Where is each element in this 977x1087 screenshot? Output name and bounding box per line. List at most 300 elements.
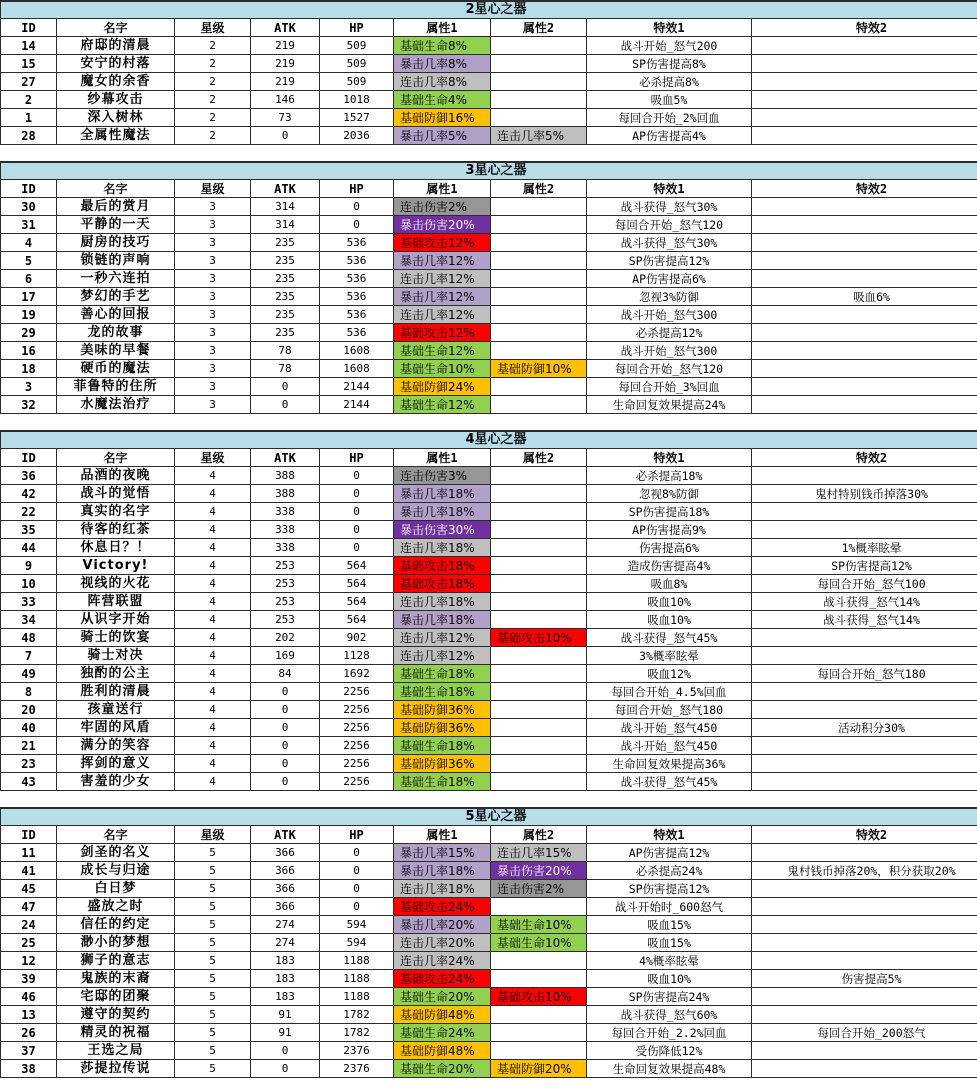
cell-hp[interactable]: 1782 — [320, 1006, 394, 1024]
cell-star[interactable]: 4 — [175, 755, 251, 773]
cell-name[interactable]: 水魔法治疗 — [57, 396, 175, 414]
cell-attr1[interactable]: 基础攻击12% — [394, 234, 491, 252]
cell-effect1[interactable]: 吸血5% — [587, 91, 752, 109]
cell-atk[interactable]: 314 — [251, 216, 320, 234]
cell-star[interactable]: 4 — [175, 683, 251, 701]
cell-effect2[interactable] — [752, 521, 977, 539]
cell-star[interactable]: 5 — [175, 1042, 251, 1060]
cell-effect2[interactable]: 每回合开始_怒气100 — [752, 575, 977, 593]
cell-effect1[interactable]: 每回合开始_2.2%回血 — [587, 1024, 752, 1042]
cell-id[interactable]: 13 — [1, 1006, 57, 1024]
cell-id[interactable]: 44 — [1, 539, 57, 557]
cell-effect2[interactable] — [752, 109, 977, 127]
cell-hp[interactable]: 1608 — [320, 342, 394, 360]
cell-star[interactable]: 3 — [175, 378, 251, 396]
cell-star[interactable]: 4 — [175, 737, 251, 755]
cell-effect2[interactable]: 战斗获得_怒气14% — [752, 611, 977, 629]
cell-effect1[interactable]: 造成伤害提高4% — [587, 557, 752, 575]
cell-star[interactable]: 4 — [175, 575, 251, 593]
cell-effect2[interactable] — [752, 988, 977, 1006]
cell-effect2[interactable] — [752, 647, 977, 665]
cell-hp[interactable]: 509 — [320, 73, 394, 91]
cell-attr2[interactable]: 基础攻击10% — [491, 629, 587, 647]
cell-atk[interactable]: 78 — [251, 360, 320, 378]
cell-name[interactable]: 龙的故事 — [57, 324, 175, 342]
cell-attr1[interactable]: 连击几率18% — [394, 539, 491, 557]
cell-id[interactable]: 8 — [1, 683, 57, 701]
cell-effect1[interactable]: 战斗开始_怒气200 — [587, 37, 752, 55]
cell-attr1[interactable]: 基础防御16% — [394, 109, 491, 127]
cell-name[interactable]: 害羞的少女 — [57, 773, 175, 791]
cell-attr1[interactable]: 暴击几率18% — [394, 611, 491, 629]
cell-name[interactable]: 鬼族的末裔 — [57, 970, 175, 988]
cell-attr1[interactable]: 连击几率20% — [394, 934, 491, 952]
cell-effect1[interactable]: 必杀提高18% — [587, 467, 752, 485]
cell-atk[interactable]: 338 — [251, 539, 320, 557]
cell-name[interactable]: 宅邸的团聚 — [57, 988, 175, 1006]
cell-hp[interactable]: 0 — [320, 216, 394, 234]
cell-hp[interactable]: 536 — [320, 306, 394, 324]
cell-atk[interactable]: 388 — [251, 467, 320, 485]
cell-attr2[interactable] — [491, 73, 587, 91]
cell-effect2[interactable] — [752, 916, 977, 934]
cell-atk[interactable]: 253 — [251, 593, 320, 611]
cell-id[interactable]: 41 — [1, 862, 57, 880]
cell-attr2[interactable] — [491, 701, 587, 719]
cell-atk[interactable]: 0 — [251, 701, 320, 719]
cell-atk[interactable]: 202 — [251, 629, 320, 647]
cell-hp[interactable]: 902 — [320, 629, 394, 647]
cell-name[interactable]: 剑圣的名义 — [57, 844, 175, 862]
cell-name[interactable]: 安宁的村落 — [57, 55, 175, 73]
cell-star[interactable]: 5 — [175, 988, 251, 1006]
cell-id[interactable]: 37 — [1, 1042, 57, 1060]
cell-attr2[interactable] — [491, 647, 587, 665]
cell-effect2[interactable] — [752, 378, 977, 396]
cell-id[interactable]: 35 — [1, 521, 57, 539]
cell-effect1[interactable]: AP伤害提高4% — [587, 127, 752, 145]
cell-attr2[interactable] — [491, 216, 587, 234]
cell-name[interactable]: 深入树林 — [57, 109, 175, 127]
cell-name[interactable]: 白日梦 — [57, 880, 175, 898]
cell-id[interactable]: 32 — [1, 396, 57, 414]
cell-effect2[interactable] — [752, 306, 977, 324]
cell-attr2[interactable] — [491, 467, 587, 485]
cell-name[interactable]: 真实的名字 — [57, 503, 175, 521]
cell-attr2[interactable] — [491, 198, 587, 216]
cell-atk[interactable]: 91 — [251, 1024, 320, 1042]
cell-attr2[interactable] — [491, 1042, 587, 1060]
cell-effect2[interactable] — [752, 360, 977, 378]
cell-star[interactable]: 4 — [175, 485, 251, 503]
cell-name[interactable]: 纱幕攻击 — [57, 91, 175, 109]
cell-attr2[interactable] — [491, 665, 587, 683]
cell-hp[interactable]: 0 — [320, 521, 394, 539]
cell-id[interactable]: 33 — [1, 593, 57, 611]
cell-attr2[interactable] — [491, 485, 587, 503]
cell-attr2[interactable]: 暴击伤害20% — [491, 862, 587, 880]
cell-effect2[interactable] — [752, 91, 977, 109]
cell-atk[interactable]: 366 — [251, 844, 320, 862]
cell-effect1[interactable]: 生命回复效果提高36% — [587, 755, 752, 773]
cell-attr2[interactable] — [491, 378, 587, 396]
cell-effect2[interactable] — [752, 773, 977, 791]
cell-hp[interactable]: 509 — [320, 37, 394, 55]
cell-attr1[interactable]: 连击几率8% — [394, 73, 491, 91]
cell-effect1[interactable]: 吸血15% — [587, 916, 752, 934]
cell-atk[interactable]: 366 — [251, 862, 320, 880]
cell-hp[interactable]: 594 — [320, 916, 394, 934]
cell-effect1[interactable]: 吸血15% — [587, 934, 752, 952]
cell-attr2[interactable] — [491, 37, 587, 55]
cell-attr1[interactable]: 基础生命18% — [394, 773, 491, 791]
cell-id[interactable]: 3 — [1, 378, 57, 396]
cell-id[interactable]: 18 — [1, 360, 57, 378]
cell-atk[interactable]: 73 — [251, 109, 320, 127]
cell-effect1[interactable]: 战斗开始_怒气300 — [587, 306, 752, 324]
cell-star[interactable]: 3 — [175, 360, 251, 378]
cell-effect1[interactable]: 必杀提高12% — [587, 324, 752, 342]
cell-id[interactable]: 48 — [1, 629, 57, 647]
cell-name[interactable]: 一秒六连拍 — [57, 270, 175, 288]
cell-star[interactable]: 4 — [175, 665, 251, 683]
cell-attr2[interactable]: 基础生命10% — [491, 934, 587, 952]
cell-star[interactable]: 5 — [175, 1006, 251, 1024]
cell-name[interactable]: 骑士对决 — [57, 647, 175, 665]
cell-attr2[interactable] — [491, 719, 587, 737]
cell-id[interactable]: 15 — [1, 55, 57, 73]
cell-effect1[interactable]: 受伤降低12% — [587, 1042, 752, 1060]
cell-hp[interactable]: 0 — [320, 844, 394, 862]
cell-attr1[interactable]: 暴击伤害30% — [394, 521, 491, 539]
cell-star[interactable]: 3 — [175, 270, 251, 288]
cell-effect1[interactable]: 战斗获得_怒气45% — [587, 773, 752, 791]
cell-id[interactable]: 16 — [1, 342, 57, 360]
cell-effect2[interactable] — [752, 629, 977, 647]
cell-effect2[interactable]: SP伤害提高12% — [752, 557, 977, 575]
cell-effect1[interactable]: 伤害提高6% — [587, 539, 752, 557]
cell-name[interactable]: 从识字开始 — [57, 611, 175, 629]
cell-name[interactable]: 渺小的梦想 — [57, 934, 175, 952]
cell-effect2[interactable] — [752, 952, 977, 970]
cell-attr1[interactable]: 基础攻击18% — [394, 557, 491, 575]
cell-effect1[interactable]: 吸血10% — [587, 970, 752, 988]
cell-star[interactable]: 4 — [175, 647, 251, 665]
cell-atk[interactable]: 84 — [251, 665, 320, 683]
cell-attr1[interactable]: 基础防御24% — [394, 378, 491, 396]
cell-effect2[interactable]: 每回合开始_200怒气 — [752, 1024, 977, 1042]
cell-hp[interactable]: 1018 — [320, 91, 394, 109]
cell-attr2[interactable] — [491, 324, 587, 342]
cell-id[interactable]: 1 — [1, 109, 57, 127]
cell-star[interactable]: 4 — [175, 521, 251, 539]
cell-attr2[interactable] — [491, 952, 587, 970]
cell-hp[interactable]: 2256 — [320, 773, 394, 791]
cell-star[interactable]: 3 — [175, 288, 251, 306]
cell-atk[interactable]: 219 — [251, 73, 320, 91]
cell-hp[interactable]: 0 — [320, 485, 394, 503]
cell-star[interactable]: 4 — [175, 611, 251, 629]
cell-effect1[interactable]: 吸血10% — [587, 611, 752, 629]
cell-atk[interactable]: 235 — [251, 324, 320, 342]
cell-effect1[interactable]: AP伤害提高9% — [587, 521, 752, 539]
cell-id[interactable]: 40 — [1, 719, 57, 737]
cell-id[interactable]: 23 — [1, 755, 57, 773]
cell-hp[interactable]: 2144 — [320, 396, 394, 414]
cell-name[interactable]: 厨房的技巧 — [57, 234, 175, 252]
cell-attr1[interactable]: 基础攻击18% — [394, 575, 491, 593]
cell-star[interactable]: 3 — [175, 324, 251, 342]
cell-effect1[interactable]: 每回合开始_怒气120 — [587, 216, 752, 234]
cell-atk[interactable]: 183 — [251, 988, 320, 1006]
cell-effect2[interactable] — [752, 216, 977, 234]
cell-attr1[interactable]: 基础生命12% — [394, 342, 491, 360]
cell-hp[interactable]: 564 — [320, 575, 394, 593]
cell-attr2[interactable] — [491, 773, 587, 791]
cell-effect1[interactable]: 战斗开始_怒气300 — [587, 342, 752, 360]
cell-attr1[interactable]: 基础生命18% — [394, 683, 491, 701]
cell-effect2[interactable] — [752, 898, 977, 916]
cell-atk[interactable]: 0 — [251, 773, 320, 791]
cell-id[interactable]: 27 — [1, 73, 57, 91]
cell-star[interactable]: 5 — [175, 970, 251, 988]
cell-attr2[interactable] — [491, 575, 587, 593]
cell-id[interactable]: 42 — [1, 485, 57, 503]
cell-attr2[interactable]: 基础防御20% — [491, 1060, 587, 1078]
cell-effect2[interactable]: 伤害提高5% — [752, 970, 977, 988]
cell-attr2[interactable] — [491, 593, 587, 611]
cell-effect2[interactable] — [752, 467, 977, 485]
cell-name[interactable]: 牢固的风盾 — [57, 719, 175, 737]
cell-hp[interactable]: 2256 — [320, 683, 394, 701]
cell-effect2[interactable] — [752, 1042, 977, 1060]
cell-hp[interactable]: 0 — [320, 198, 394, 216]
cell-star[interactable]: 3 — [175, 198, 251, 216]
cell-attr1[interactable]: 基础攻击24% — [394, 898, 491, 916]
cell-attr2[interactable]: 连击几率15% — [491, 844, 587, 862]
cell-effect1[interactable]: 战斗获得_怒气30% — [587, 234, 752, 252]
cell-hp[interactable]: 2376 — [320, 1060, 394, 1078]
cell-id[interactable]: 4 — [1, 234, 57, 252]
cell-effect2[interactable] — [752, 324, 977, 342]
cell-id[interactable]: 43 — [1, 773, 57, 791]
cell-name[interactable]: 胜利的清晨 — [57, 683, 175, 701]
cell-star[interactable]: 3 — [175, 342, 251, 360]
cell-name[interactable]: 狮子的意志 — [57, 952, 175, 970]
cell-id[interactable]: 10 — [1, 575, 57, 593]
cell-id[interactable]: 14 — [1, 37, 57, 55]
cell-effect2[interactable] — [752, 73, 977, 91]
cell-atk[interactable]: 235 — [251, 306, 320, 324]
cell-hp[interactable]: 1692 — [320, 665, 394, 683]
cell-name[interactable]: 骑士的饮宴 — [57, 629, 175, 647]
cell-effect1[interactable]: 每回合开始_怒气180 — [587, 701, 752, 719]
cell-atk[interactable]: 0 — [251, 378, 320, 396]
cell-effect1[interactable]: 3%概率眩晕 — [587, 647, 752, 665]
cell-effect1[interactable]: SP伤害提高18% — [587, 503, 752, 521]
cell-attr1[interactable]: 基础防御36% — [394, 719, 491, 737]
cell-atk[interactable]: 169 — [251, 647, 320, 665]
cell-star[interactable]: 3 — [175, 216, 251, 234]
cell-attr2[interactable] — [491, 970, 587, 988]
cell-name[interactable]: 视线的火花 — [57, 575, 175, 593]
cell-atk[interactable]: 219 — [251, 37, 320, 55]
cell-effect1[interactable]: SP伤害提高12% — [587, 252, 752, 270]
cell-id[interactable]: 17 — [1, 288, 57, 306]
cell-effect2[interactable]: 战斗获得_怒气14% — [752, 593, 977, 611]
cell-attr2[interactable] — [491, 1024, 587, 1042]
cell-id[interactable]: 24 — [1, 916, 57, 934]
cell-effect2[interactable]: 吸血6% — [752, 288, 977, 306]
cell-attr1[interactable]: 基础攻击12% — [394, 324, 491, 342]
cell-atk[interactable]: 146 — [251, 91, 320, 109]
cell-hp[interactable]: 2256 — [320, 755, 394, 773]
cell-effect1[interactable]: AP伤害提高12% — [587, 844, 752, 862]
cell-atk[interactable]: 274 — [251, 934, 320, 952]
cell-effect2[interactable] — [752, 503, 977, 521]
cell-attr1[interactable]: 连击伤害2% — [394, 198, 491, 216]
cell-attr2[interactable] — [491, 252, 587, 270]
cell-star[interactable]: 5 — [175, 952, 251, 970]
cell-name[interactable]: 王选之局 — [57, 1042, 175, 1060]
cell-atk[interactable]: 235 — [251, 252, 320, 270]
cell-star[interactable]: 2 — [175, 91, 251, 109]
cell-star[interactable]: 4 — [175, 593, 251, 611]
cell-star[interactable]: 5 — [175, 844, 251, 862]
cell-star[interactable]: 3 — [175, 396, 251, 414]
cell-effect2[interactable] — [752, 880, 977, 898]
cell-name[interactable]: 硬币的魔法 — [57, 360, 175, 378]
cell-effect1[interactable]: 每回合开始_3%回血 — [587, 378, 752, 396]
cell-effect1[interactable]: 战斗开始_怒气450 — [587, 719, 752, 737]
cell-attr1[interactable]: 基础生命20% — [394, 988, 491, 1006]
cell-attr1[interactable]: 暴击几率5% — [394, 127, 491, 145]
cell-effect2[interactable] — [752, 934, 977, 952]
cell-star[interactable]: 5 — [175, 862, 251, 880]
cell-id[interactable]: 22 — [1, 503, 57, 521]
cell-id[interactable]: 19 — [1, 306, 57, 324]
cell-atk[interactable]: 0 — [251, 1060, 320, 1078]
cell-hp[interactable]: 0 — [320, 539, 394, 557]
cell-effect1[interactable]: 必杀提高8% — [587, 73, 752, 91]
cell-atk[interactable]: 0 — [251, 737, 320, 755]
cell-attr1[interactable]: 连击几率12% — [394, 629, 491, 647]
cell-id[interactable]: 45 — [1, 880, 57, 898]
cell-hp[interactable]: 2144 — [320, 378, 394, 396]
cell-effect1[interactable]: 忽视3%防御 — [587, 288, 752, 306]
cell-atk[interactable]: 253 — [251, 575, 320, 593]
cell-attr1[interactable]: 基础生命4% — [394, 91, 491, 109]
cell-attr1[interactable]: 暴击几率12% — [394, 288, 491, 306]
cell-name[interactable]: 美味的早餐 — [57, 342, 175, 360]
cell-attr1[interactable]: 连击几率24% — [394, 952, 491, 970]
cell-attr1[interactable]: 基础防御48% — [394, 1042, 491, 1060]
cell-attr1[interactable]: 连击几率12% — [394, 306, 491, 324]
cell-name[interactable]: 阵营联盟 — [57, 593, 175, 611]
cell-attr1[interactable]: 暴击几率15% — [394, 844, 491, 862]
cell-atk[interactable]: 183 — [251, 952, 320, 970]
cell-name[interactable]: 成长与归途 — [57, 862, 175, 880]
cell-attr2[interactable] — [491, 557, 587, 575]
cell-effect2[interactable] — [752, 234, 977, 252]
cell-id[interactable]: 21 — [1, 737, 57, 755]
cell-star[interactable]: 4 — [175, 719, 251, 737]
cell-star[interactable]: 2 — [175, 73, 251, 91]
cell-atk[interactable]: 0 — [251, 719, 320, 737]
cell-atk[interactable]: 91 — [251, 1006, 320, 1024]
cell-attr2[interactable] — [491, 234, 587, 252]
cell-star[interactable]: 5 — [175, 916, 251, 934]
cell-name[interactable]: 善心的回报 — [57, 306, 175, 324]
cell-attr2[interactable] — [491, 503, 587, 521]
cell-name[interactable]: 休息日？！ — [57, 539, 175, 557]
cell-atk[interactable]: 235 — [251, 288, 320, 306]
cell-effect2[interactable] — [752, 252, 977, 270]
cell-effect1[interactable]: SP伤害提高12% — [587, 880, 752, 898]
cell-star[interactable]: 3 — [175, 234, 251, 252]
cell-effect2[interactable] — [752, 737, 977, 755]
cell-name[interactable]: 满分的笑容 — [57, 737, 175, 755]
cell-effect1[interactable]: 每回合开始_怒气120 — [587, 360, 752, 378]
cell-name[interactable]: 府邸的清晨 — [57, 37, 175, 55]
cell-atk[interactable]: 274 — [251, 916, 320, 934]
cell-atk[interactable]: 0 — [251, 1042, 320, 1060]
cell-attr1[interactable]: 基础生命24% — [394, 1024, 491, 1042]
cell-effect2[interactable] — [752, 127, 977, 145]
cell-effect2[interactable] — [752, 342, 977, 360]
cell-attr1[interactable]: 基础生命12% — [394, 396, 491, 414]
cell-attr1[interactable]: 暴击几率18% — [394, 862, 491, 880]
cell-id[interactable]: 20 — [1, 701, 57, 719]
cell-effect2[interactable] — [752, 701, 977, 719]
cell-star[interactable]: 4 — [175, 467, 251, 485]
cell-attr2[interactable] — [491, 109, 587, 127]
cell-hp[interactable]: 536 — [320, 252, 394, 270]
cell-effect1[interactable]: 战斗获得_怒气45% — [587, 629, 752, 647]
cell-effect2[interactable]: 活动积分30% — [752, 719, 977, 737]
cell-star[interactable]: 2 — [175, 109, 251, 127]
cell-atk[interactable]: 183 — [251, 970, 320, 988]
cell-id[interactable]: 26 — [1, 1024, 57, 1042]
cell-id[interactable]: 46 — [1, 988, 57, 1006]
cell-hp[interactable]: 2376 — [320, 1042, 394, 1060]
cell-attr1[interactable]: 基础生命20% — [394, 1060, 491, 1078]
cell-star[interactable]: 3 — [175, 306, 251, 324]
cell-attr2[interactable]: 基础生命10% — [491, 916, 587, 934]
cell-id[interactable]: 9 — [1, 557, 57, 575]
cell-effect2[interactable] — [752, 683, 977, 701]
cell-effect1[interactable]: 战斗开始时_600怒气 — [587, 898, 752, 916]
cell-name[interactable]: 魔女的余香 — [57, 73, 175, 91]
cell-star[interactable]: 5 — [175, 1060, 251, 1078]
cell-attr2[interactable] — [491, 898, 587, 916]
cell-id[interactable]: 49 — [1, 665, 57, 683]
cell-id[interactable]: 28 — [1, 127, 57, 145]
cell-attr2[interactable] — [491, 521, 587, 539]
cell-atk[interactable]: 366 — [251, 898, 320, 916]
cell-star[interactable]: 4 — [175, 773, 251, 791]
cell-effect2[interactable] — [752, 37, 977, 55]
cell-id[interactable]: 31 — [1, 216, 57, 234]
cell-effect1[interactable]: 每回合开始_4.5%回血 — [587, 683, 752, 701]
cell-attr1[interactable]: 基础攻击24% — [394, 970, 491, 988]
cell-effect1[interactable]: 吸血8% — [587, 575, 752, 593]
cell-effect1[interactable]: AP伤害提高6% — [587, 270, 752, 288]
cell-attr2[interactable] — [491, 91, 587, 109]
cell-attr1[interactable]: 暴击几率12% — [394, 252, 491, 270]
cell-name[interactable]: 全属性魔法 — [57, 127, 175, 145]
cell-hp[interactable]: 1782 — [320, 1024, 394, 1042]
